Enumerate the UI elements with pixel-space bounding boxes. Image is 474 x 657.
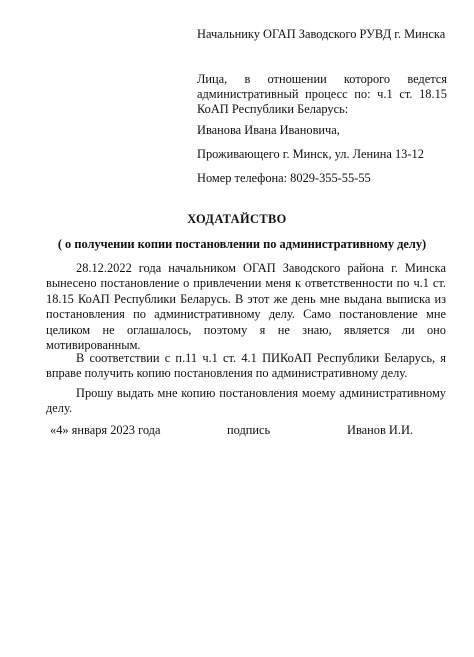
applicant-residence: Проживающего г. Минск, ул. Ленина 13-12 bbox=[197, 147, 424, 161]
signature-row bbox=[46, 423, 446, 439]
applicant-phone: Номер телефона: 8029-355-55-55 bbox=[197, 171, 371, 185]
subject-statement: Лица, в отношении которого ведется административный процесс по: ч.1 ст. 18.15 КоАП Республики Беларусь: bbox=[197, 72, 447, 117]
document-title: ХОДАТАЙСТВО bbox=[187, 212, 287, 226]
body-paragraph: 28.12.2022 года начальником ОГАП Заводского района г. Минска вынесено постановление о привлечении меня к ответственности по ч.1 ст. 18.15 КоАП Республики Беларусь. В этот же день мне выдана выписка из постановления по административному делу. Само постановление мне целиком не оглашалось, поэтому я не знаю, является ли оно мотивированным. bbox=[46, 261, 446, 353]
body-paragraph: Прошу выдать мне копию постановления моему административному делу. bbox=[46, 386, 446, 416]
signature-date: «4» января 2023 года bbox=[50, 423, 161, 437]
signature-label: подпись bbox=[227, 423, 271, 437]
addressee-line: Начальнику ОГАП Заводского РУВД г. Минска bbox=[197, 27, 446, 41]
applicant-name: Иванова Ивана Ивановича, bbox=[197, 123, 340, 137]
document-subtitle: ( о получении копии постановлении по административному делу) bbox=[57, 237, 427, 251]
body-paragraph: В соответствии с п.11 ч.1 ст. 4.1 ПИКоАП Республики Беларусь, я вправе получить копию постановления по административному делу. bbox=[46, 351, 446, 381]
signature-name: Иванов И.И. bbox=[347, 423, 414, 437]
